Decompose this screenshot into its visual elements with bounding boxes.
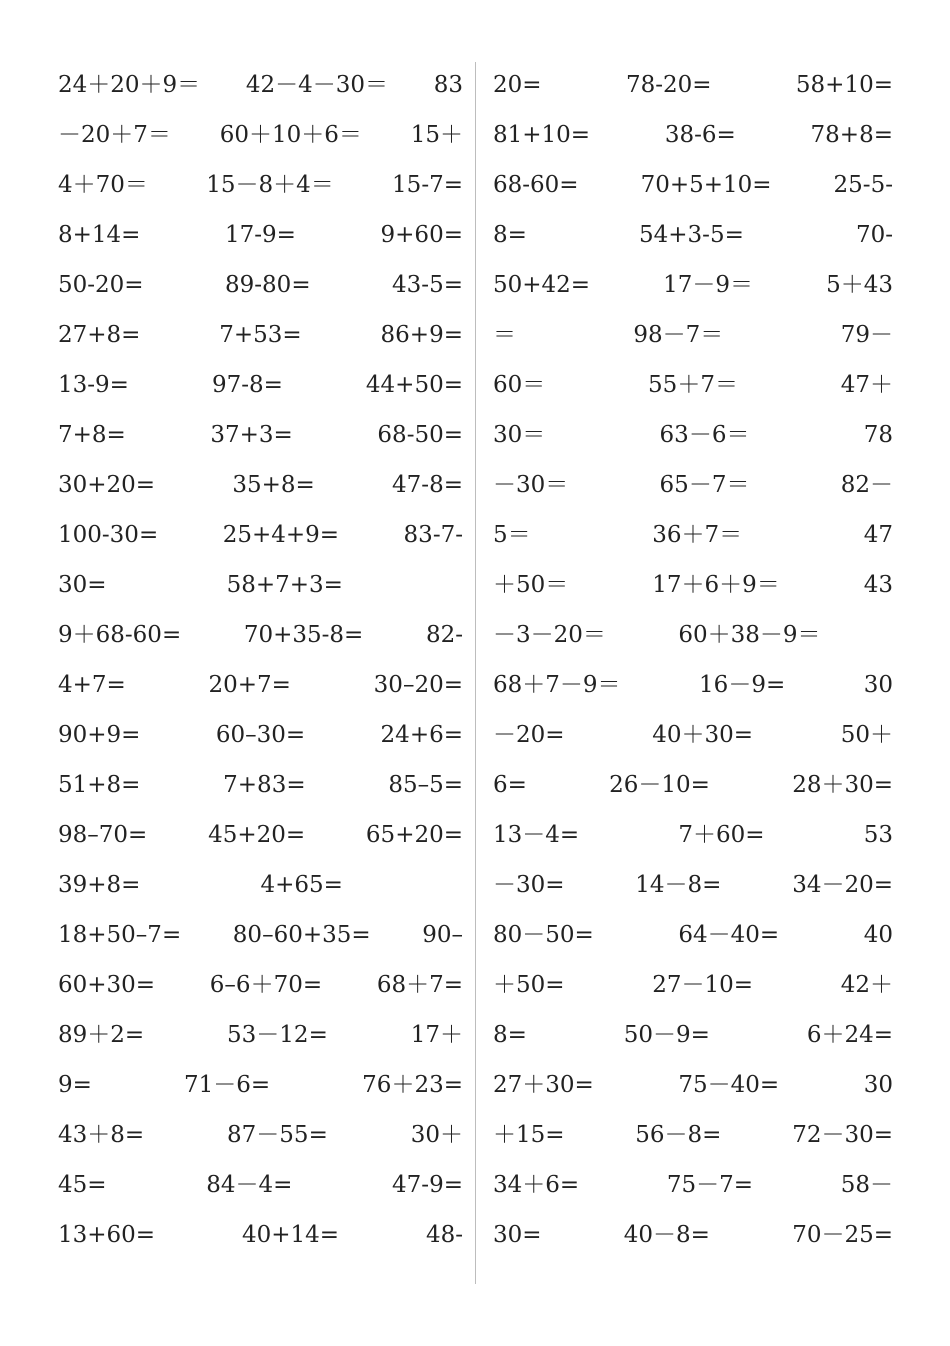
math-problem: 68-50=: [377, 422, 463, 448]
math-problem: 76＋23=: [362, 1072, 463, 1098]
math-problem: 30: [863, 1072, 893, 1098]
problem-line: [58, 110, 463, 160]
math-problem: 89-80=: [225, 272, 311, 298]
math-problem: 68-60=: [493, 172, 579, 198]
math-problem: 45=: [58, 1172, 107, 1198]
math-problem: 75－40=: [678, 1072, 780, 1098]
math-problem: 6–6＋70=: [209, 972, 323, 998]
math-problem: 79－: [840, 322, 893, 348]
math-problem: 60＝: [493, 372, 546, 398]
column-divider: [475, 62, 476, 1284]
math-problem: 34＋6=: [493, 1172, 580, 1198]
math-problem: 27－10=: [652, 972, 754, 998]
math-problem: 85–5=: [388, 772, 463, 798]
math-problem: 28＋30=: [792, 772, 893, 798]
math-problem: 38-6=: [664, 122, 736, 148]
math-problem: 42－4－30＝: [245, 72, 389, 98]
math-problem: 43-5=: [392, 272, 463, 298]
math-problem: 36＋7＝: [652, 522, 743, 548]
math-problem: 17-9=: [225, 222, 296, 248]
math-problem: 30+20=: [58, 472, 156, 498]
math-problem: 15＋: [410, 122, 463, 148]
math-problem: 15-7=: [392, 172, 463, 198]
math-problem: 54+3-5=: [639, 222, 744, 248]
math-problem: 98–70=: [58, 822, 148, 848]
math-problem: 30: [863, 672, 893, 698]
math-problem: 35+8=: [232, 472, 315, 498]
math-problem: 60+30=: [58, 972, 156, 998]
problem-line: [58, 260, 463, 310]
math-problem: 82－: [840, 472, 893, 498]
problem-line: [493, 1060, 893, 1110]
math-problem: 90–: [422, 922, 463, 948]
math-problem: 50-20=: [58, 272, 144, 298]
math-problem: 58+10=: [795, 72, 893, 98]
problem-line: [58, 810, 463, 860]
math-problem: 70-: [855, 222, 893, 248]
problem-line: [58, 210, 463, 260]
problem-line: [493, 260, 893, 310]
math-problem: 40: [863, 922, 893, 948]
math-problem: 17＋6＋9＝: [652, 572, 780, 598]
math-problem: 50+42=: [493, 272, 591, 298]
math-problem: 25-5-: [833, 172, 893, 198]
math-problem: 7+53=: [219, 322, 302, 348]
math-problem: 47-9=: [392, 1172, 463, 1198]
problem-line: [58, 1110, 463, 1160]
math-problem: 7+8=: [58, 422, 126, 448]
problem-line: [493, 1010, 893, 1060]
problem-line: [493, 960, 893, 1010]
math-problem: 4＋70＝: [58, 172, 148, 198]
math-problem: 71－6=: [183, 1072, 271, 1098]
problem-line: [493, 610, 893, 660]
math-problem: 40+14=: [241, 1222, 340, 1248]
math-problem: 26－10=: [609, 772, 710, 798]
problem-line: [493, 1160, 893, 1210]
problem-line: [58, 1160, 463, 1210]
math-problem: ＋50=: [493, 972, 565, 998]
math-problem: 15－8＋4＝: [206, 172, 334, 198]
math-problem: 83-7-: [403, 522, 463, 548]
math-problem: －20=: [493, 722, 565, 748]
problem-line: [493, 210, 893, 260]
math-problem: 9=: [58, 1072, 92, 1098]
math-problem: 16－9=: [699, 672, 786, 698]
math-problem: 7+83=: [223, 772, 306, 798]
math-problem: 65－7＝: [659, 472, 750, 498]
problem-line: [493, 910, 893, 960]
problem-line: [58, 460, 463, 510]
problem-line: [58, 1010, 463, 1060]
math-problem: 65+20=: [365, 822, 463, 848]
math-problem: －20＋7＝: [58, 122, 171, 148]
math-problem: 58－: [840, 1172, 893, 1198]
math-problem: 8=: [493, 222, 527, 248]
math-problem: 83: [433, 72, 463, 98]
math-problem: 44+50=: [365, 372, 463, 398]
math-problem: 53－12=: [227, 1022, 328, 1048]
problem-line: [493, 60, 893, 110]
problem-line: [493, 410, 893, 460]
problem-line: [493, 560, 893, 610]
math-problem: 50＋: [840, 722, 893, 748]
problem-line: [493, 110, 893, 160]
problem-line: [58, 860, 463, 910]
math-problem: 40－8=: [623, 1222, 710, 1248]
math-problem: 97-8=: [211, 372, 283, 398]
math-problem: 45+20=: [208, 822, 306, 848]
math-problem: 60＋10＋6＝: [219, 122, 362, 148]
problem-line: [493, 710, 893, 760]
problem-line: [58, 760, 463, 810]
math-problem: 80–60+35=: [232, 922, 371, 948]
problem-line: [58, 510, 463, 560]
math-problem: 50－9=: [623, 1022, 710, 1048]
problem-line: [58, 660, 463, 710]
math-problem: 60–30=: [215, 722, 306, 748]
math-problem: 17＋: [410, 1022, 463, 1048]
math-problem: 75－7=: [666, 1172, 754, 1198]
math-problem: 68＋7=: [376, 972, 463, 998]
math-problem: 4+7=: [58, 672, 126, 698]
math-problem: 17－9＝: [663, 272, 754, 298]
math-problem: 39+8=: [58, 872, 141, 898]
math-problem: 68＋7－9＝: [493, 672, 621, 698]
math-problem: 13+60=: [58, 1222, 156, 1248]
problem-line: [493, 360, 893, 410]
problem-line: [493, 760, 893, 810]
math-problem: 18+50–7=: [58, 922, 182, 948]
problem-line: [493, 160, 893, 210]
math-problem: 82-: [425, 622, 463, 648]
math-problem: 63－6＝: [659, 422, 750, 448]
math-problem: 70+35-8=: [243, 622, 364, 648]
problem-line: [58, 410, 463, 460]
problem-line: [493, 860, 893, 910]
math-problem: 98－7＝: [633, 322, 724, 348]
math-problem: 56－8=: [635, 1122, 722, 1148]
math-problem: 47＋: [840, 372, 893, 398]
math-problem: 5＝: [493, 522, 531, 548]
problem-line: [58, 1060, 463, 1110]
right-problem-column: [493, 60, 893, 1260]
problem-line: [493, 510, 893, 560]
problem-line: [58, 360, 463, 410]
math-problem: 81+10=: [493, 122, 591, 148]
problem-line: [58, 160, 463, 210]
math-problem: 43: [863, 572, 893, 598]
problem-line: [58, 960, 463, 1010]
math-problem: 25+4+9=: [222, 522, 340, 548]
math-problem: 9＋68-60=: [58, 622, 182, 648]
math-problem: 43＋8=: [58, 1122, 145, 1148]
math-problem: 42＋: [840, 972, 893, 998]
math-problem: 51+8=: [58, 772, 141, 798]
math-problem: 8=: [493, 1022, 527, 1048]
math-problem: 48-: [425, 1222, 463, 1248]
problem-line: [493, 310, 893, 360]
math-problem: 20+7=: [208, 672, 291, 698]
math-problem: －30=: [493, 872, 565, 898]
problem-line: [58, 560, 463, 610]
math-problem: 30=: [58, 572, 107, 598]
math-problem: 100-30=: [58, 522, 159, 548]
math-problem: 9+60=: [380, 222, 463, 248]
problem-line: [58, 60, 463, 110]
math-problem: 55＋7＝: [648, 372, 738, 398]
problem-line: [493, 1210, 893, 1260]
problem-line: [493, 810, 893, 860]
math-problem: 7＋60=: [678, 822, 765, 848]
problem-line: [58, 710, 463, 760]
math-problem: 87－55=: [227, 1122, 328, 1148]
math-problem: 84－4=: [206, 1172, 293, 1198]
math-problem: 30–20=: [373, 672, 463, 698]
math-problem: 24＋20＋9＝: [58, 72, 201, 98]
problem-line: [58, 610, 463, 660]
math-problem: 86+9=: [380, 322, 463, 348]
math-problem: 13-9=: [58, 372, 129, 398]
math-problem: 37+3=: [210, 422, 293, 448]
math-problem: 53: [863, 822, 893, 848]
math-problem: 72－30=: [792, 1122, 893, 1148]
math-problem: －3－20＝: [493, 622, 606, 648]
math-problem: 47: [863, 522, 893, 548]
math-problem: 64－40=: [678, 922, 780, 948]
math-problem: 14－8=: [635, 872, 722, 898]
math-problem: －30＝: [493, 472, 569, 498]
problem-line: [493, 660, 893, 710]
left-problem-column: [58, 60, 463, 1260]
math-problem: 5＋43: [826, 272, 893, 298]
math-problem: 47-8=: [392, 472, 463, 498]
math-problem: 90+9=: [58, 722, 141, 748]
math-problem: 34－20=: [792, 872, 893, 898]
math-problem: ＋50＝: [493, 572, 569, 598]
math-problem: 24+6=: [380, 722, 463, 748]
math-problem: ＝: [493, 322, 516, 348]
math-problem: 30=: [493, 1222, 542, 1248]
math-problem: 13－4=: [493, 822, 580, 848]
math-problem: 30＋: [410, 1122, 463, 1148]
math-problem: 78: [863, 422, 893, 448]
math-problem: 6＋24=: [806, 1022, 893, 1048]
math-problem: 78+8=: [810, 122, 893, 148]
math-problem: 27+8=: [58, 322, 141, 348]
math-problem: 20=: [493, 72, 542, 98]
math-problem: 27＋30=: [493, 1072, 594, 1098]
problem-line: [58, 910, 463, 960]
math-problem: 80－50=: [493, 922, 594, 948]
math-problem: 70－25=: [792, 1222, 893, 1248]
problem-line: [493, 1110, 893, 1160]
problem-line: [493, 460, 893, 510]
math-problem: 4+65=: [260, 872, 343, 898]
math-problem: 89＋2=: [58, 1022, 145, 1048]
math-problem: 8+14=: [58, 222, 141, 248]
problem-line: [58, 1210, 463, 1260]
math-problem: 30＝: [493, 422, 546, 448]
math-problem: ＋15=: [493, 1122, 565, 1148]
math-problem: 78-20=: [625, 72, 712, 98]
math-problem: 40＋30=: [652, 722, 754, 748]
problem-line: [58, 310, 463, 360]
math-problem: 6=: [493, 772, 527, 798]
math-problem: 58+7+3=: [226, 572, 343, 598]
math-problem: 70+5+10=: [640, 172, 772, 198]
math-problem: 60＋38－9＝: [678, 622, 821, 648]
